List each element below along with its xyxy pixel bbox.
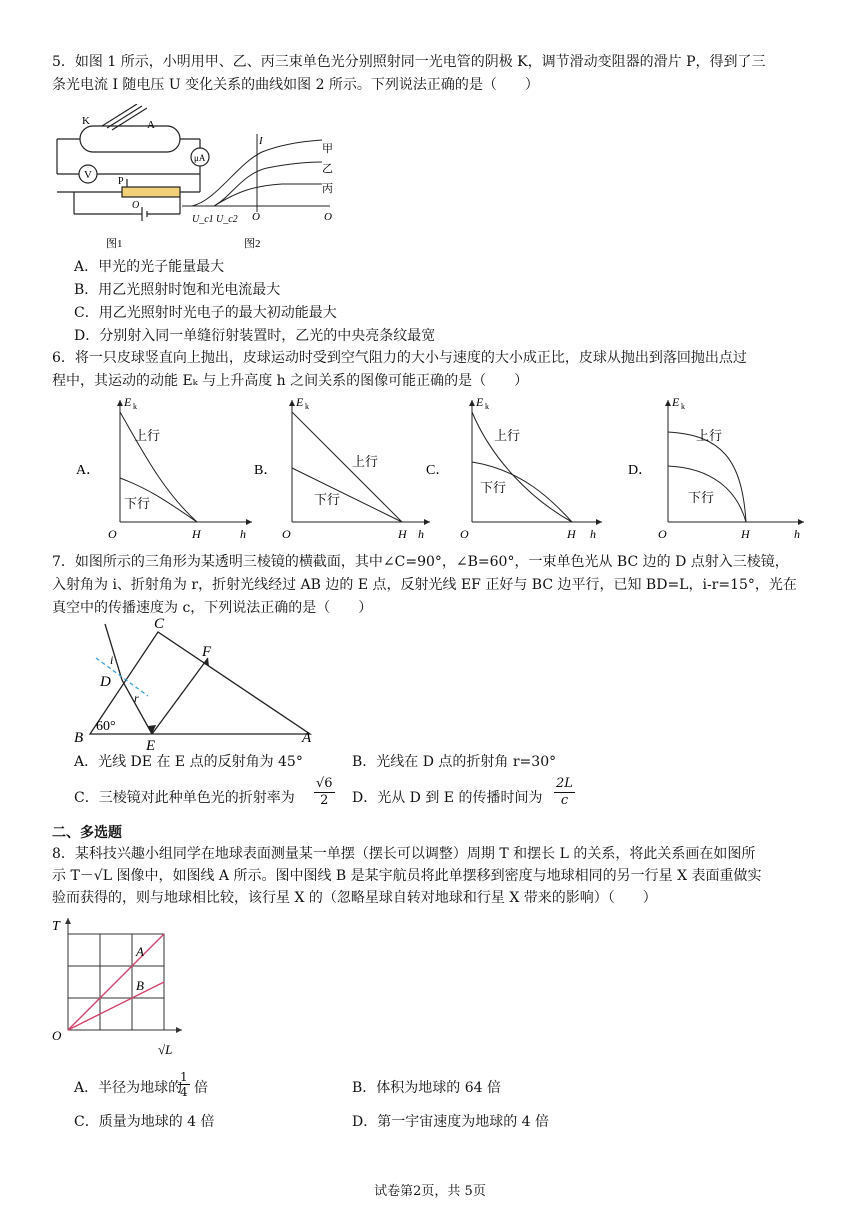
q5-fig1-label-p: P (118, 176, 124, 187)
q5-fig2-caption: 图2 (244, 238, 261, 250)
q5-fig2-uc1: U_c1 (192, 214, 214, 225)
svg-text:下行: 下行 (480, 480, 507, 495)
q6-stem-line2: 程中，其运动的动能 Eₖ 与上升高度 h 之间关系的图像可能正确的是（ ） (52, 373, 529, 389)
q7-frac-c: √6 2 (316, 776, 333, 808)
q7-label-r: r (134, 691, 139, 705)
q5-stem-line1: 5．如图 1 所示，小明用甲、乙、丙三束单色光分别照射同一光电管的阴极 K，调节滑动变阻器的滑片 P，得到了三 (52, 54, 766, 70)
svg-text:H: H (567, 527, 576, 540)
q8-frac-a: 1 4 (180, 1070, 188, 1099)
svg-text:下行: 下行 (688, 490, 715, 505)
q5-stem-line2: 条光电流 I 随电压 U 变化关系的曲线如图 2 所示。下列说法正确的是（ ） (52, 77, 539, 93)
svg-text:E: E (296, 395, 304, 409)
q8-label-b: B (136, 978, 144, 993)
q5-fig2-series-bing: 丙 (322, 183, 333, 195)
q7-label-f: F (202, 644, 212, 660)
q7-stem-line3: 真空中的传播速度为 c，下列说法正确的是（ ） (52, 600, 373, 616)
q5-fig2-origin: O (252, 211, 260, 223)
q5-fig2-graph (182, 134, 330, 212)
q5-fig1-label-k: K (82, 115, 90, 127)
q7-option-c: C．三棱镜对此种单色光的折射率为 (74, 790, 295, 806)
q7-label-60: 60° (96, 719, 116, 734)
q7-option-b: B．光线在 D 点的折射角 r=30° (352, 754, 557, 770)
svg-text:h: h (418, 527, 424, 540)
q7-label-c: C (154, 616, 165, 632)
q7-frac-d: 2L c (556, 776, 573, 808)
q7-stem-line1: 7．如图所示的三角形为某透明三棱镜的横截面，其中∠C=90°，∠B=60°，一束单色光从 BC 边的 D 点射入三棱镜， (52, 554, 789, 570)
q8-option-d: D．第一宇宙速度为地球的 4 倍 (352, 1114, 550, 1130)
q6-graph-d (628, 395, 804, 540)
q8-option-a: A．半径为地球的 (74, 1080, 183, 1096)
q8-option-b: B．体积为地球的 64 倍 (352, 1080, 502, 1096)
section-multiple-choice-title: 二、多选题 (52, 825, 122, 841)
q6-stem-line1: 6．将一只皮球竖直向上抛出，皮球运动时受到空气阻力的大小与速度的大小成正比，皮球从抛出到落回抛出点过 (52, 350, 747, 366)
q7-label-i: i (110, 653, 114, 667)
svg-text:h: h (240, 527, 246, 540)
q8-origin: O (52, 1028, 62, 1043)
svg-text:下行: 下行 (124, 496, 151, 511)
page-footer: 试卷第2页，共 5页 (374, 1184, 486, 1199)
q6-graph-b (254, 395, 430, 540)
q8-stem-line1: 8．某科技兴趣小组同学在地球表面测量某一单摆（摆长可以调整）周期 T 和摆长 L 的关系，将此关系画在如图所 (52, 846, 756, 862)
q7-label-a: A (302, 730, 312, 746)
svg-text:H: H (741, 527, 750, 540)
q6-graph-a (76, 395, 252, 540)
q5-option-b: B．用乙光照射时饱和光电流最大 (74, 282, 281, 298)
q5-fig2-uc2: U_c2 (216, 214, 238, 225)
svg-text:k: k (305, 402, 309, 411)
q8-stem-line2: 示 T－√L 图像中，如图线 A 所示。图中图线 B 是某宇航员将此单摆移到密度与地球相同的另一行星 X 表面重做实 (52, 868, 762, 884)
q8-label-a: A (136, 944, 144, 959)
q7-prism-figure (60, 612, 330, 752)
q5-fig1-label-v: V (84, 169, 92, 181)
svg-text:h: h (794, 527, 800, 540)
q8-t-sqrtl-graph (44, 912, 194, 1062)
q5-option-c: C．用乙光照射时光电子的最大初动能最大 (74, 305, 337, 321)
svg-text:上行: 上行 (696, 428, 723, 443)
q5-fig1-label-a: A (147, 119, 155, 131)
svg-text:O: O (658, 527, 667, 540)
q7-label-d: D (100, 674, 111, 690)
q7-label-e: E (146, 738, 156, 752)
q5-fig1-label-ua: μA (194, 153, 206, 163)
q7-stem-line2: 入射角为 i、折射角为 r，折射光线经过 AB 边的 E 点，反射光线 EF 正好与 BC 边平行，已知 BD=L，i-r=15°，光在 (52, 577, 797, 593)
svg-text:D．: D． (628, 463, 653, 478)
q5-fig2-series-jia: 甲 (322, 143, 333, 155)
q5-fig2-series-yi: 乙 (322, 163, 333, 175)
svg-text:B．: B． (254, 463, 278, 478)
svg-text:E: E (124, 395, 132, 409)
q8-xlabel: √L (158, 1042, 173, 1057)
svg-text:O: O (460, 527, 469, 540)
svg-text:下行: 下行 (314, 492, 341, 507)
q8-option-a-suffix: 倍 (194, 1080, 208, 1096)
svg-text:上行: 上行 (134, 428, 161, 443)
svg-text:E: E (672, 395, 680, 409)
svg-text:k: k (681, 402, 685, 411)
svg-text:C．: C． (426, 463, 450, 478)
q5-fig1-caption: 图1 (106, 238, 123, 250)
q7-option-d: D．光从 D 到 E 的传播时间为 (352, 790, 543, 806)
svg-text:H: H (398, 527, 407, 540)
q6-graph-c (426, 395, 602, 540)
svg-text:O: O (108, 527, 117, 540)
svg-text:H: H (192, 527, 201, 540)
q8-line-b (68, 982, 164, 1030)
svg-text:O: O (282, 527, 291, 540)
q5-option-d: D．分别射入同一单缝衍射装置时，乙光的中央亮条纹最宽 (74, 328, 436, 344)
q5-figures (52, 104, 352, 252)
q8-option-c: C．质量为地球的 4 倍 (74, 1114, 215, 1130)
q7-option-a: A．光线 DE 在 E 点的反射角为 45° (74, 754, 303, 770)
svg-text:上行: 上行 (494, 428, 521, 443)
svg-text:k: k (485, 402, 489, 411)
q8-line-a (68, 934, 164, 1030)
q8-stem-line3: 验而获得的，则与地球相比较，该行星 X 的（忽略星球自转对地球和行星 X 带来的影响）（ ） (52, 890, 657, 906)
svg-text:A．: A． (76, 463, 101, 478)
q8-ylabel: T (52, 919, 60, 934)
q5-option-a: A．甲光的光子能量最大 (74, 259, 225, 275)
svg-text:k: k (133, 402, 137, 411)
q6-graphs (52, 390, 812, 540)
q5-fig2-ylabel: I (259, 135, 263, 147)
q5-fig2-xend: O (324, 211, 332, 223)
svg-text:上行: 上行 (352, 454, 379, 469)
q7-label-b: B (74, 730, 84, 746)
svg-text:E: E (476, 395, 484, 409)
svg-text:h: h (590, 527, 596, 540)
q5-fig1-label-o: O (132, 200, 140, 211)
